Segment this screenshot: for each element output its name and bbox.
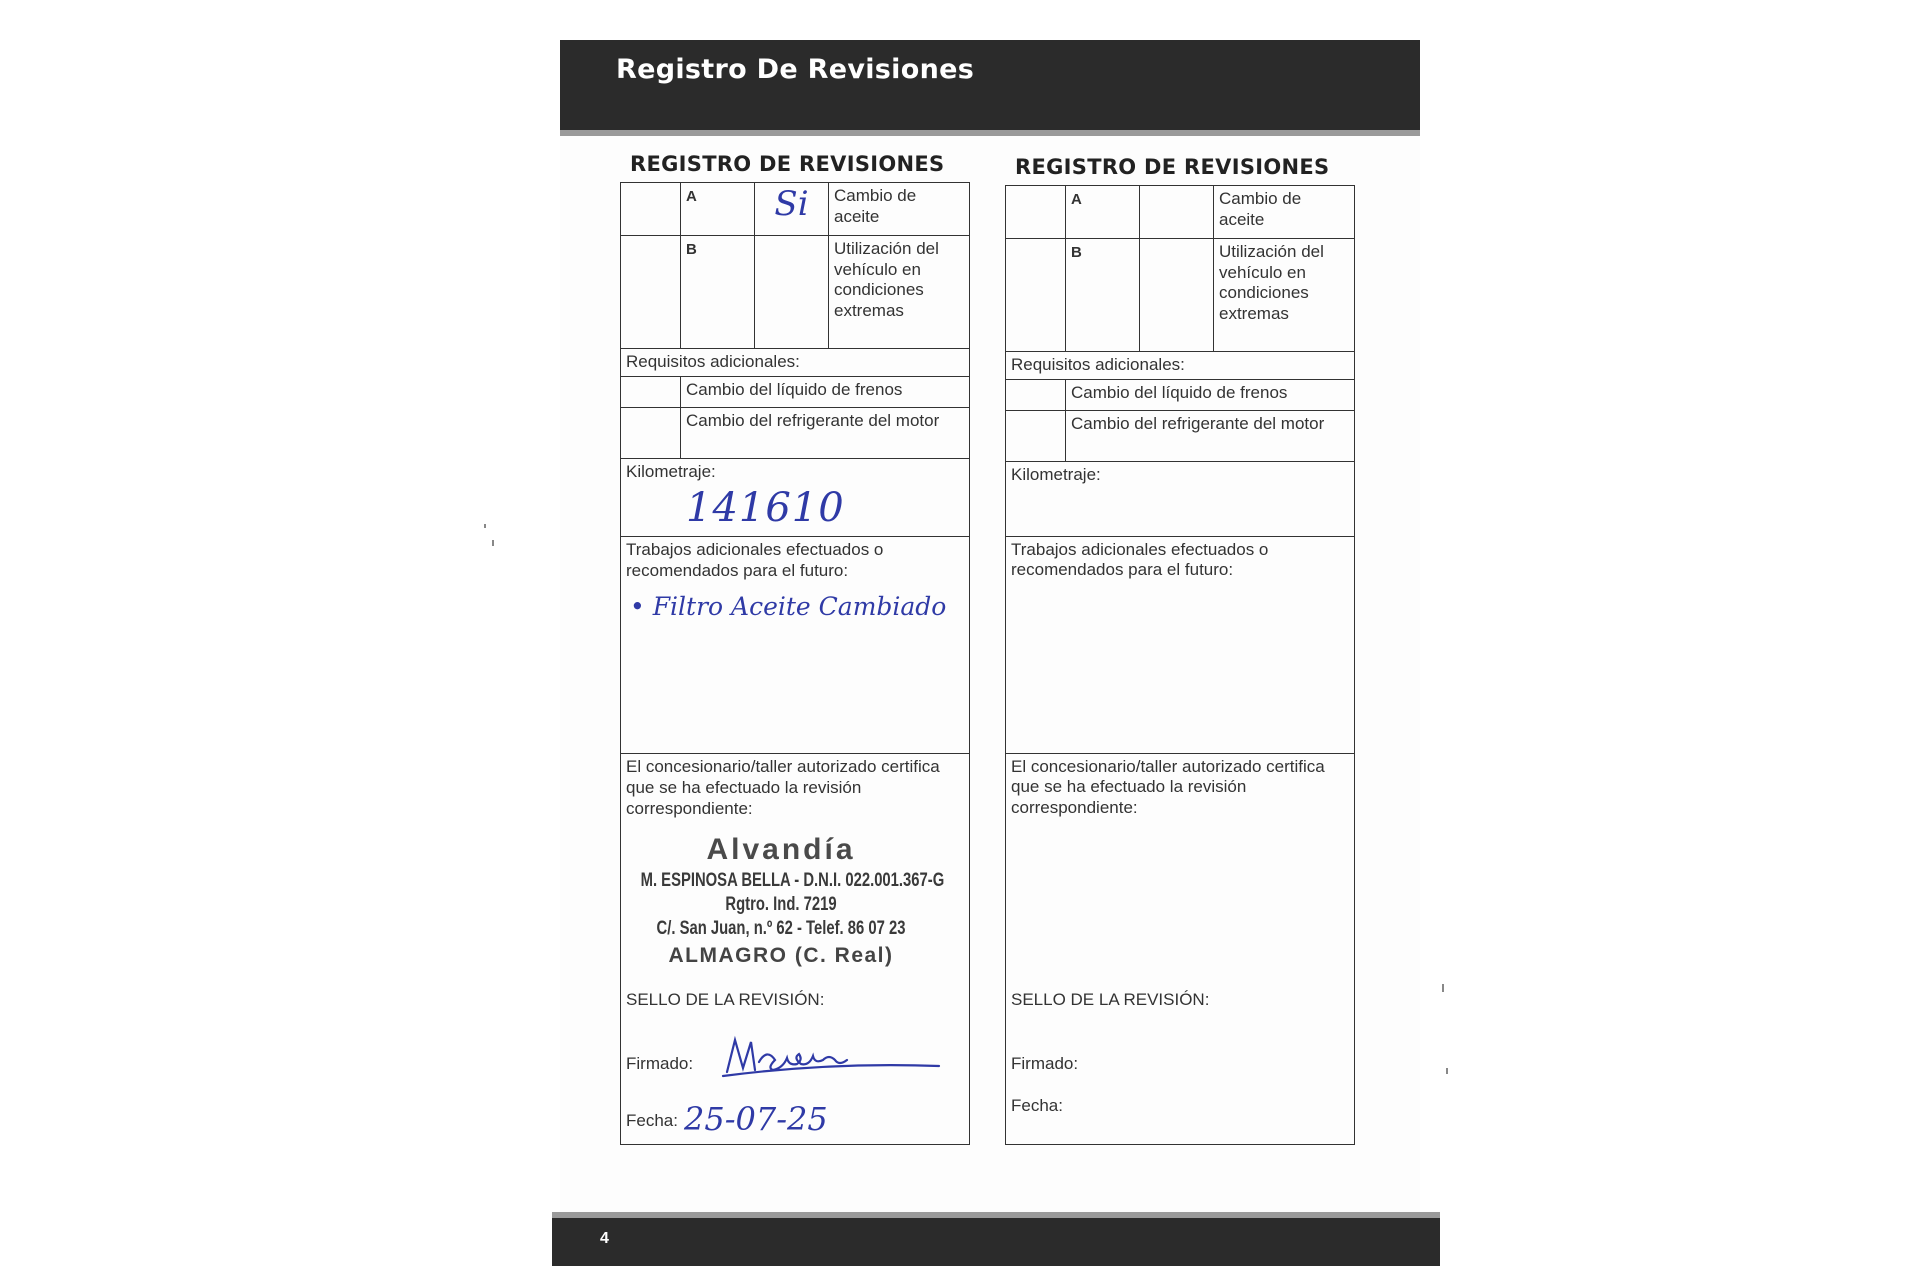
utilizacion-label: Utilización del vehículo en condiciones extremas bbox=[1214, 239, 1355, 352]
certifica-label: El concesionario/taller autorizado certifica que se ha efectuado la revisión correspondiente: bbox=[626, 757, 940, 818]
refrigerante-check-cell[interactable] bbox=[621, 407, 681, 458]
kilometraje-value: 141610 bbox=[686, 485, 845, 532]
header-bar bbox=[560, 40, 1420, 136]
certificacion-field bbox=[1006, 753, 1355, 1144]
footer-bar bbox=[552, 1212, 1440, 1266]
a-check-cell[interactable] bbox=[755, 183, 829, 236]
requisitos-label: Requisitos adicionales: bbox=[621, 349, 970, 377]
stamp-name: Alvandía bbox=[706, 833, 856, 867]
trabajos-label: Trabajos adicionales efectuados o recomendados para el futuro: bbox=[626, 540, 884, 580]
scan-speck bbox=[492, 540, 494, 546]
scan-speck bbox=[1446, 1068, 1448, 1074]
frenos-check-cell[interactable] bbox=[621, 376, 681, 407]
sello-label: SELLO DE LA REVISIÓN: bbox=[626, 990, 825, 1010]
label-b: B bbox=[1071, 244, 1082, 261]
trabajos-label: Trabajos adicionales efectuados o recomendados para el futuro: bbox=[1011, 539, 1269, 580]
handwritten-signature bbox=[721, 1032, 941, 1088]
label-a: A bbox=[1071, 191, 1082, 208]
label-a: A bbox=[686, 188, 697, 205]
dealer-stamp bbox=[601, 832, 961, 969]
requisitos-label: Requisitos adicionales: bbox=[1006, 352, 1355, 380]
frenos-label: Cambio del líquido de frenos bbox=[681, 376, 970, 407]
kilometraje-label: Kilometraje: bbox=[626, 461, 716, 481]
row-b bbox=[621, 236, 970, 349]
scan-speck bbox=[1442, 984, 1444, 992]
b-check-cell[interactable] bbox=[755, 236, 829, 349]
row-b bbox=[1006, 239, 1355, 352]
panel-heading: REGISTRO DE REVISIONES bbox=[630, 152, 945, 176]
a-value: Si bbox=[774, 184, 809, 224]
kilometraje-field[interactable] bbox=[621, 458, 970, 537]
revision-table bbox=[1005, 185, 1355, 1145]
certificacion-field bbox=[621, 754, 970, 1145]
firmado-label: Firmado: bbox=[1011, 1053, 1079, 1073]
firmado-label: Firmado: bbox=[626, 1054, 694, 1074]
kilometraje-field[interactable] bbox=[1006, 461, 1355, 536]
certifica-label: El concesionario/taller autorizado certifica que se ha efectuado la revisión correspondiente: bbox=[1011, 756, 1325, 818]
refrigerante-label: Cambio del refrigerante del motor bbox=[1066, 410, 1355, 461]
kilometraje-label: Kilometraje: bbox=[1011, 464, 1101, 484]
stamp-line: M. ESPINOSA BELLA - D.N.I. 022.001.367-G bbox=[640, 869, 945, 891]
revision-table bbox=[620, 182, 970, 1145]
frenos-label: Cambio del líquido de frenos bbox=[1066, 379, 1355, 410]
refrigerante-label: Cambio del refrigerante del motor bbox=[681, 407, 970, 458]
trabajos-field[interactable] bbox=[1006, 536, 1355, 753]
stamp-city: ALMAGRO (C. Real) bbox=[668, 943, 894, 967]
revision-panel-right bbox=[1005, 155, 1355, 1145]
trabajos-field[interactable] bbox=[621, 537, 970, 754]
cambio-aceite-label: Cambio de aceite bbox=[829, 183, 970, 236]
panel-heading: REGISTRO DE REVISIONES bbox=[1015, 155, 1330, 179]
fecha-value: 25-07-25 bbox=[683, 1100, 828, 1139]
utilizacion-label: Utilización del vehículo en condiciones extremas bbox=[829, 236, 970, 349]
refrigerante-check-cell[interactable] bbox=[1006, 410, 1066, 461]
fecha-label: Fecha: bbox=[626, 1111, 678, 1131]
sello-label: SELLO DE LA REVISIÓN: bbox=[1011, 989, 1210, 1009]
stamp-line: C/. San Juan, n.º 62 - Telef. 86 07 23 bbox=[656, 918, 906, 940]
fecha-row[interactable] bbox=[626, 1096, 828, 1139]
label-b: B bbox=[686, 241, 697, 258]
frenos-check-cell[interactable] bbox=[1006, 379, 1066, 410]
revision-panel-left bbox=[620, 152, 970, 1145]
page-number: 4 bbox=[600, 1230, 609, 1247]
fecha-row[interactable] bbox=[1011, 1096, 1063, 1117]
page-title: Registro De Revisiones bbox=[616, 54, 975, 85]
fecha-label: Fecha: bbox=[1011, 1095, 1063, 1115]
a-check-cell[interactable] bbox=[1140, 186, 1214, 239]
trabajos-value: • Filtro Aceite Cambiado bbox=[630, 591, 947, 621]
b-check-cell[interactable] bbox=[1140, 239, 1214, 352]
row-a bbox=[1006, 186, 1355, 239]
scan-speck bbox=[484, 524, 486, 528]
cambio-aceite-label: Cambio de aceite bbox=[1214, 186, 1355, 239]
row-a bbox=[621, 183, 970, 236]
stamp-line: Rgtro. Ind. 7219 bbox=[725, 894, 837, 916]
